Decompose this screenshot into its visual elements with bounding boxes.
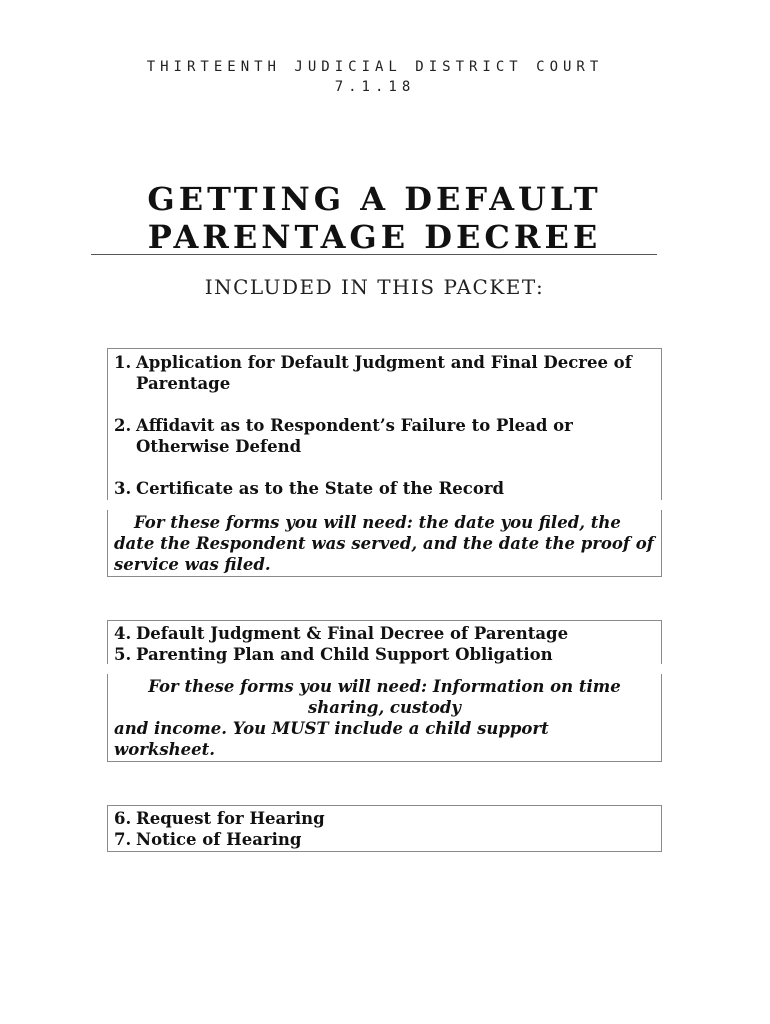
title-line-1: GETTING A DEFAULT — [147, 180, 602, 218]
list-item — [108, 478, 661, 499]
packet-subtitle: INCLUDED IN THIS PACKET: — [204, 275, 545, 299]
document-title — [92, 180, 657, 256]
item-number: 7. — [114, 830, 132, 849]
item-number: 3. — [114, 479, 132, 498]
revision-date: 7.1.18 — [334, 79, 416, 95]
forms-note — [108, 512, 661, 575]
list-item — [108, 623, 661, 644]
list-item — [108, 829, 661, 850]
item-text: Request for Hearing — [136, 809, 325, 828]
item-text: Notice of Hearing — [136, 830, 302, 849]
court-name: THIRTEENTH JUDICIAL DISTRICT COURT — [146, 59, 604, 75]
list-item — [108, 644, 661, 665]
item-number: 5. — [114, 645, 132, 664]
forms-box-3 — [107, 805, 662, 852]
forms-box-2 — [107, 620, 662, 664]
forms-note — [108, 676, 661, 760]
title-divider — [91, 254, 657, 255]
item-number: 2. — [114, 416, 132, 435]
note-line-2: sharing, custody — [307, 698, 462, 717]
item-text: Certificate as to the State of the Record — [136, 479, 505, 498]
note-text: For these forms you will need: the date you filed, the date the Respondent was served, and the date the proof of service was filed. — [114, 513, 654, 574]
title-line-2: PARENTAGE DECREE — [147, 218, 602, 256]
item-text: Parenting Plan and Child Support Obligation — [136, 645, 553, 664]
forms-box-1 — [107, 348, 662, 500]
item-text: Default Judgment & Final Decree of Parentage — [136, 624, 569, 643]
forms-note-box-2 — [107, 674, 662, 762]
note-line-3: and income. You MUST include a child support worksheet. — [114, 719, 549, 759]
item-text: Affidavit as to Respondent’s Failure to Plead or Otherwise Defend — [136, 416, 573, 456]
forms-note-box-1 — [107, 510, 662, 577]
item-text: Application for Default Judgment and Final Decree of Parentage — [136, 353, 632, 393]
item-number: 6. — [114, 809, 132, 828]
list-item — [108, 415, 661, 457]
item-number: 1. — [114, 353, 132, 372]
list-item — [108, 352, 661, 394]
court-header — [0, 57, 750, 97]
list-item — [108, 808, 661, 829]
note-line-1: For these forms you will need: Information on time — [148, 677, 621, 696]
item-number: 4. — [114, 624, 132, 643]
